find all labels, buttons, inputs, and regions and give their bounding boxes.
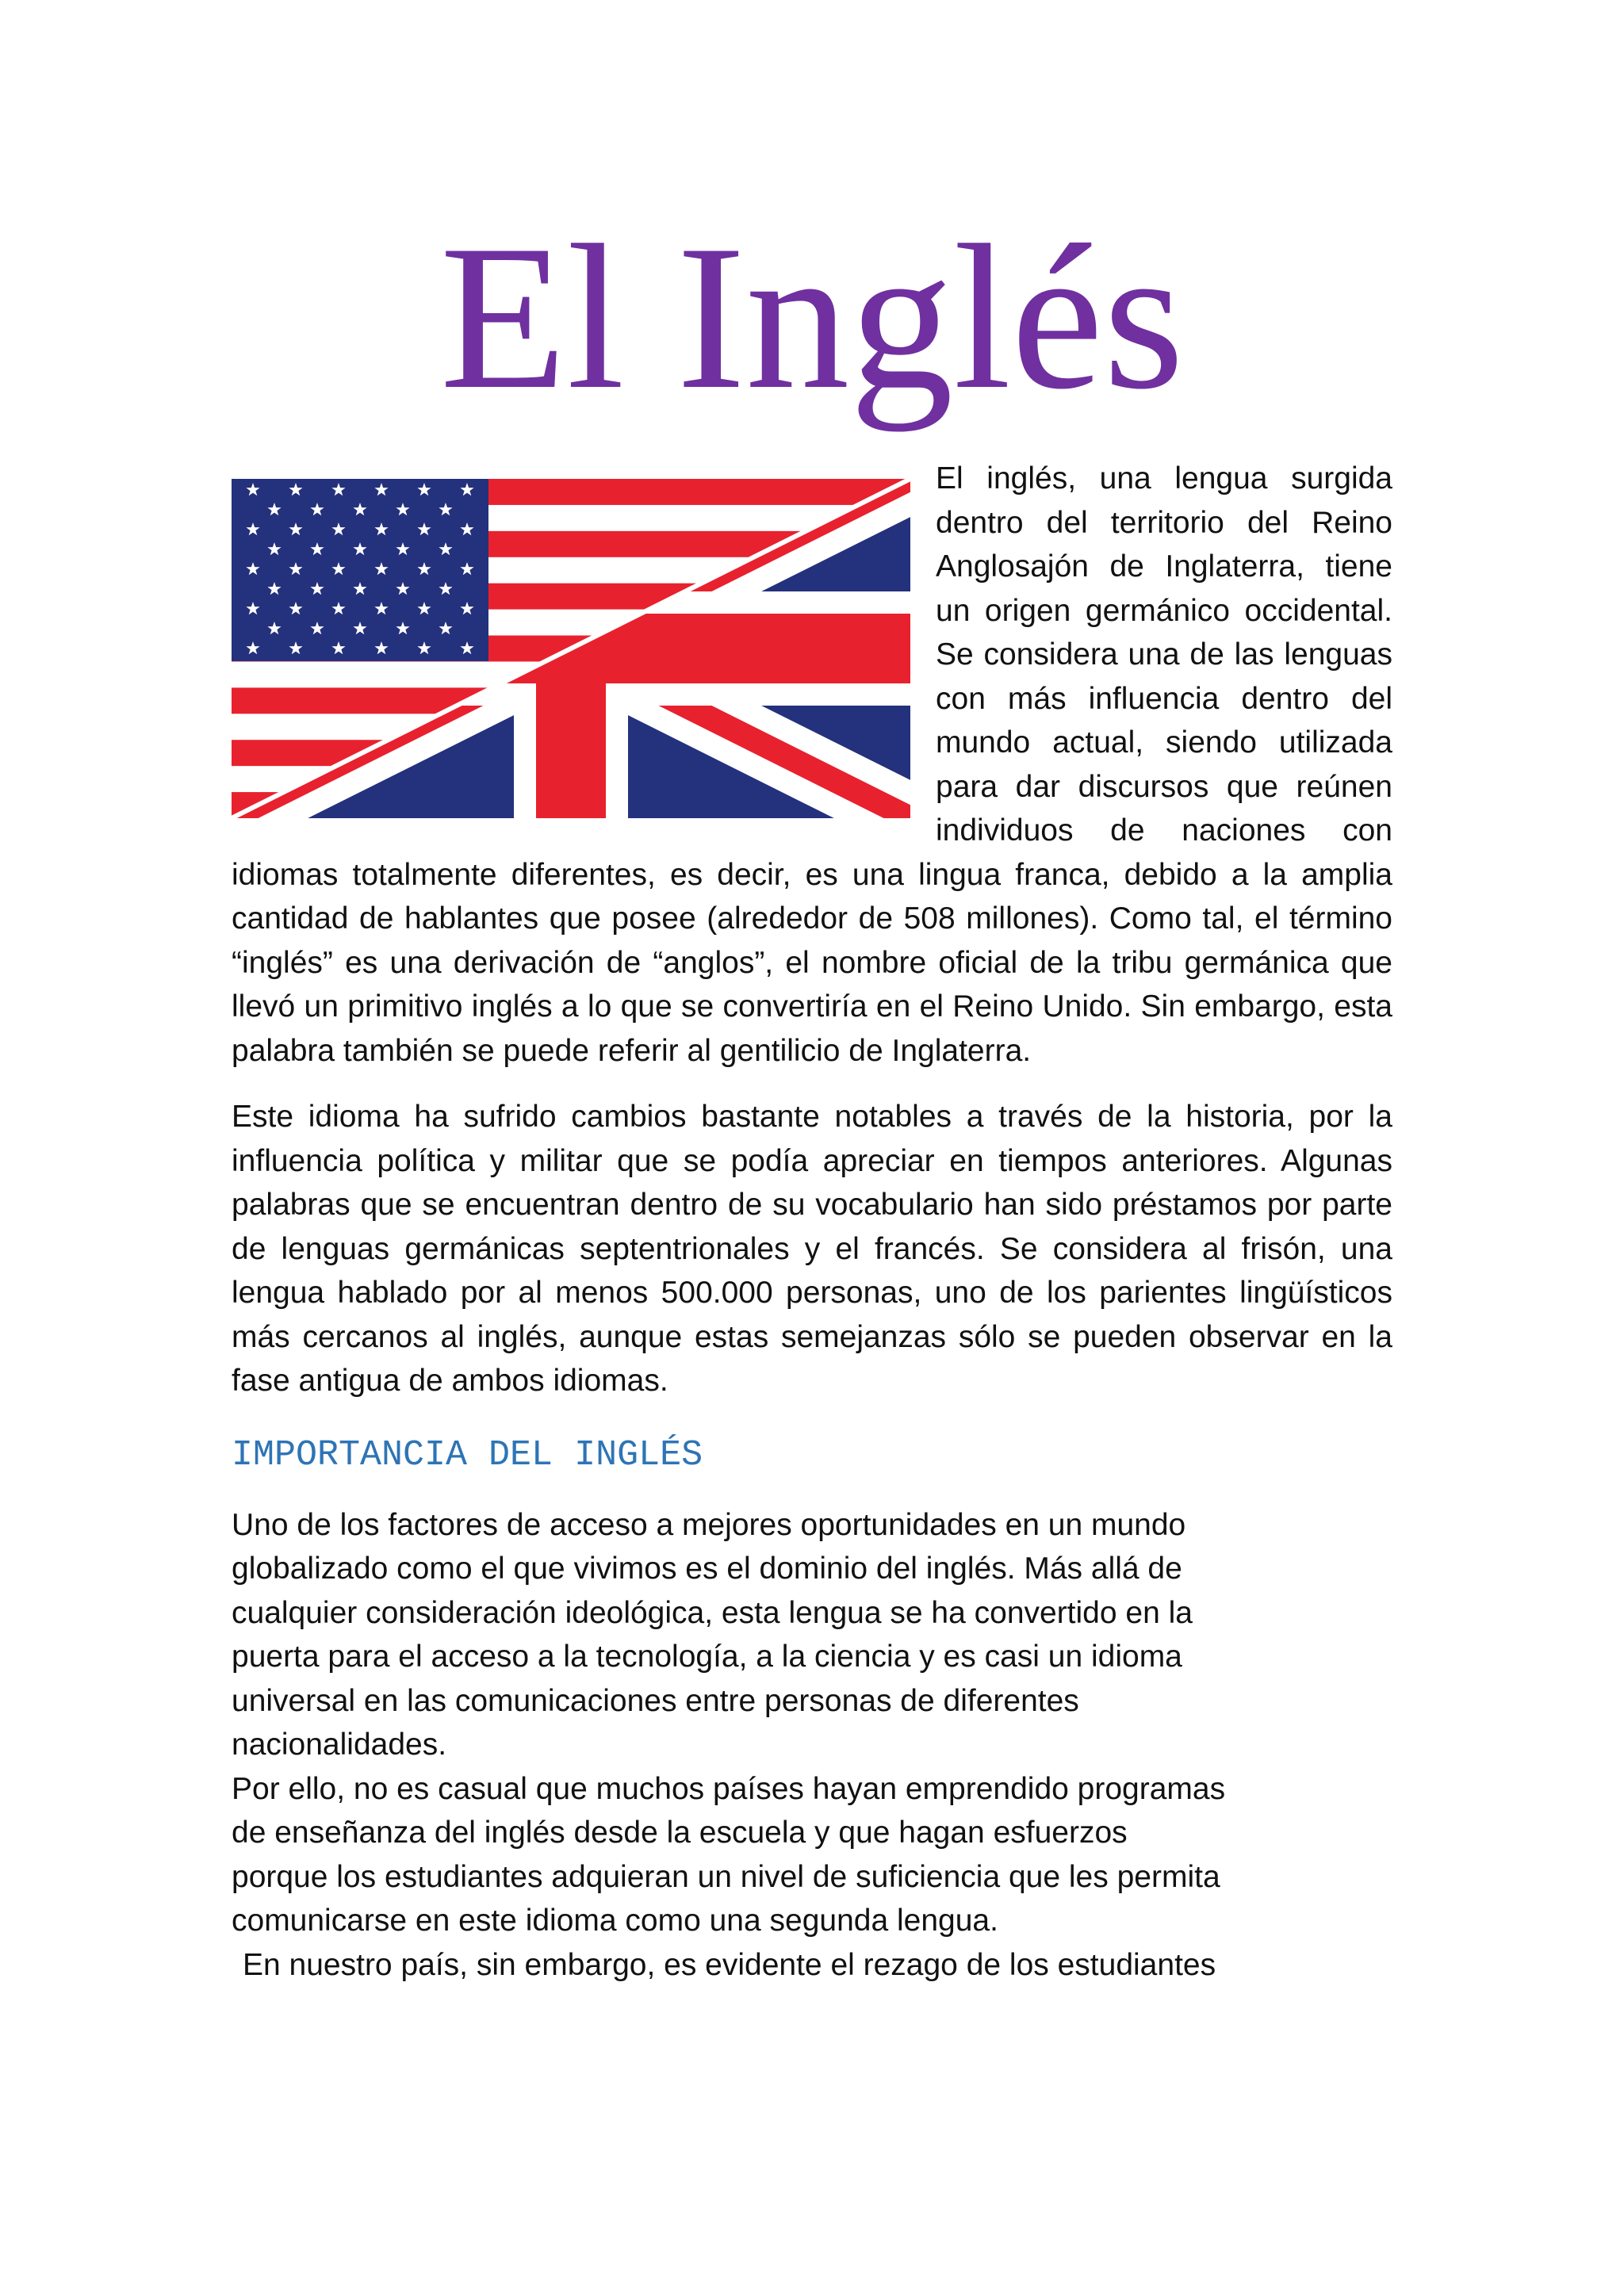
text-line: globalizado como el que vivimos es el dominio del inglés. Más allá de xyxy=(232,1552,1182,1586)
text-line: porque los estudiantes adquieran un nivel de suficiencia que les permita xyxy=(232,1859,1220,1894)
document-body xyxy=(232,457,1392,1987)
text-line: puerta para el acceso a la tecnología, a la ciencia y es casi un idioma xyxy=(232,1640,1182,1674)
section-text xyxy=(232,1503,1392,1988)
section-heading: IMPORTANCIA DEL INGLÉS xyxy=(232,1434,703,1475)
text-line: Uno de los factores de acceso a mejores oportunidades en un mundo xyxy=(232,1507,1186,1542)
text-line: universal en las comunicaciones entre personas de diferentes xyxy=(232,1683,1079,1718)
text-line: Por ello, no es casual que muchos países hayan emprendido programas xyxy=(232,1771,1226,1806)
text-line: nacionalidades. xyxy=(232,1728,447,1762)
document-title: El Inglés xyxy=(439,202,1185,432)
us-uk-flag-image xyxy=(232,479,910,818)
text-line: En nuestro país, sin embargo, es evidente el rezago de los estudiantes xyxy=(243,1947,1216,1982)
paragraph-intro: El inglés, una lengua surgida dentro del territorio del Reino Anglosajón de Inglaterra, tiene un origen germánico occidental. Se considera una de las lenguas con más influencia dentro del mundo actual, siendo utilizada para dar discursos que reúnen individuos de naciones con idiomas totalmente diferentes, es decir, es una lingua franca, debido a la amplia cantidad de hablantes que posee (alrededor de 508 millones). Como tal, el término “inglés” es una derivación de “anglos”, el nombre oficial de la tribu germánica que llevó un primitivo inglés a lo que se convertiría en el Reino Unido. Sin embargo, esta palabra también se puede referir al gentilicio de Inglaterra. xyxy=(232,461,1392,1068)
text-line: cualquier consideración ideológica, esta lengua se ha convertido en la xyxy=(232,1595,1193,1630)
text-line: de enseñanza del inglés desde la escuela y que hagan esfuerzos xyxy=(232,1816,1128,1850)
paragraph-history: Este idioma ha sufrido cambios bastante notables a través de la historia, por la influencia política y militar que se podía apreciar en tiempos anteriores. Algunas palabras que se encuentran dentro de su vocabulario han sido préstamos por parte de lenguas germánicas septentrionales y el francés. Se considera al frisón, una lengua hablado por al menos 500.000 personas, uno de los parientes lingüísticos más cercanos al inglés, aunque estas semejanzas sólo se pueden observar en la fase antigua de ambos idiomas. xyxy=(232,1100,1392,1398)
text-line: comunicarse en este idioma como una segunda lengua. xyxy=(232,1904,998,1938)
